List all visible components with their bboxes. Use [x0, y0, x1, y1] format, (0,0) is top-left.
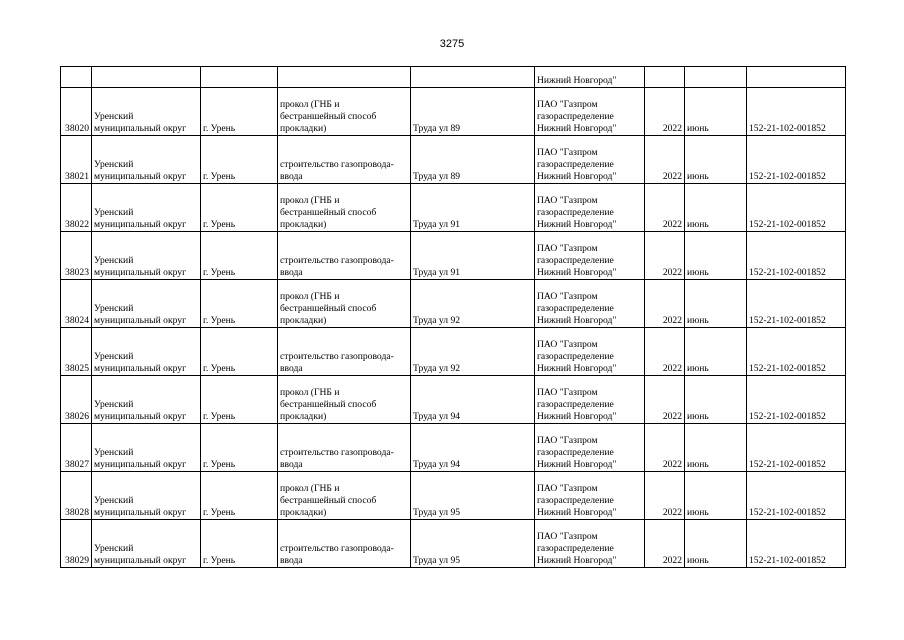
cell-org: ПАО "Газпром газораспределение Нижний Новгород": [535, 376, 645, 424]
cell-month: июнь: [685, 136, 747, 184]
cell-district: Уренский муниципальный округ: [92, 376, 201, 424]
cell-locality: г. Урень: [201, 88, 278, 136]
cell-code: 152-21-102-001852: [747, 328, 846, 376]
registry-table-body: [61, 67, 846, 568]
cell-district: Уренский муниципальный округ: [92, 88, 201, 136]
cell-num: 38020: [61, 88, 92, 136]
cell-year: 2022: [645, 136, 685, 184]
cell-work: [278, 67, 411, 88]
cell-locality: г. Урень: [201, 136, 278, 184]
cell-locality: г. Урень: [201, 424, 278, 472]
cell-org: ПАО "Газпром газораспределение Нижний Новгород": [535, 472, 645, 520]
cell-num: 38021: [61, 136, 92, 184]
table-row: [61, 328, 846, 376]
cell-month: июнь: [685, 520, 747, 568]
cell-year: 2022: [645, 280, 685, 328]
cell-month: июнь: [685, 424, 747, 472]
cell-month: июнь: [685, 376, 747, 424]
cell-locality: г. Урень: [201, 520, 278, 568]
registry-table: [60, 66, 846, 568]
cell-code: 152-21-102-001852: [747, 472, 846, 520]
cell-code: 152-21-102-001852: [747, 232, 846, 280]
cell-num: 38022: [61, 184, 92, 232]
cell-num: 38026: [61, 376, 92, 424]
cell-year: [645, 67, 685, 88]
cell-year: 2022: [645, 376, 685, 424]
cell-address: Труда ул 94: [411, 376, 535, 424]
cell-month: июнь: [685, 232, 747, 280]
cell-month: июнь: [685, 184, 747, 232]
cell-locality: г. Урень: [201, 232, 278, 280]
cell-org: ПАО "Газпром газораспределение Нижний Новгород": [535, 88, 645, 136]
cell-code: 152-21-102-001852: [747, 88, 846, 136]
cell-code: 152-21-102-001852: [747, 520, 846, 568]
cell-district: Уренский муниципальный округ: [92, 232, 201, 280]
cell-address: Труда ул 92: [411, 328, 535, 376]
cell-org: ПАО "Газпром газораспределение Нижний Новгород": [535, 184, 645, 232]
cell-org: ПАО "Газпром газораспределение Нижний Новгород": [535, 520, 645, 568]
cell-year: 2022: [645, 520, 685, 568]
cell-locality: [201, 67, 278, 88]
cell-num: 38025: [61, 328, 92, 376]
cell-num: 38023: [61, 232, 92, 280]
cell-work: прокол (ГНБ и бестраншейный способ прокладки): [278, 280, 411, 328]
cell-address: [411, 67, 535, 88]
cell-address: Труда ул 91: [411, 184, 535, 232]
cell-month: [685, 67, 747, 88]
cell-month: июнь: [685, 328, 747, 376]
cell-district: Уренский муниципальный округ: [92, 328, 201, 376]
cell-month: июнь: [685, 472, 747, 520]
cell-address: Труда ул 91: [411, 232, 535, 280]
cell-work: прокол (ГНБ и бестраншейный способ прокладки): [278, 88, 411, 136]
cell-org: ПАО "Газпром газораспределение Нижний Новгород": [535, 424, 645, 472]
cell-work: прокол (ГНБ и бестраншейный способ прокладки): [278, 472, 411, 520]
cell-district: [92, 67, 201, 88]
table-row: [61, 280, 846, 328]
cell-num: [61, 67, 92, 88]
cell-address: Труда ул 95: [411, 520, 535, 568]
cell-month: июнь: [685, 280, 747, 328]
cell-locality: г. Урень: [201, 184, 278, 232]
cell-code: 152-21-102-001852: [747, 280, 846, 328]
cell-address: Труда ул 94: [411, 424, 535, 472]
cell-work: строительство газопровода- ввода: [278, 232, 411, 280]
table-row-continued: [61, 67, 846, 88]
cell-num: 38028: [61, 472, 92, 520]
cell-year: 2022: [645, 184, 685, 232]
cell-address: Труда ул 89: [411, 136, 535, 184]
cell-district: Уренский муниципальный округ: [92, 520, 201, 568]
cell-code: [747, 67, 846, 88]
table-row: [61, 232, 846, 280]
cell-code: 152-21-102-001852: [747, 424, 846, 472]
cell-district: Уренский муниципальный округ: [92, 136, 201, 184]
table-row: [61, 472, 846, 520]
table-row: [61, 136, 846, 184]
cell-org: ПАО "Газпром газораспределение Нижний Новгород": [535, 328, 645, 376]
cell-code: 152-21-102-001852: [747, 376, 846, 424]
cell-locality: г. Урень: [201, 376, 278, 424]
cell-locality: г. Урень: [201, 328, 278, 376]
cell-org: ПАО "Газпром газораспределение Нижний Новгород": [535, 280, 645, 328]
table-row: [61, 376, 846, 424]
cell-work: строительство газопровода- ввода: [278, 424, 411, 472]
cell-org: Нижний Новгород": [535, 67, 645, 88]
cell-work: прокол (ГНБ и бестраншейный способ прокладки): [278, 184, 411, 232]
cell-district: Уренский муниципальный округ: [92, 184, 201, 232]
table-row: [61, 88, 846, 136]
cell-year: 2022: [645, 88, 685, 136]
cell-year: 2022: [645, 424, 685, 472]
cell-year: 2022: [645, 232, 685, 280]
cell-month: июнь: [685, 88, 747, 136]
cell-address: Труда ул 95: [411, 472, 535, 520]
cell-address: Труда ул 92: [411, 280, 535, 328]
cell-work: прокол (ГНБ и бестраншейный способ прокладки): [278, 376, 411, 424]
cell-locality: г. Урень: [201, 472, 278, 520]
cell-org: ПАО "Газпром газораспределение Нижний Новгород": [535, 136, 645, 184]
cell-district: Уренский муниципальный округ: [92, 280, 201, 328]
cell-district: Уренский муниципальный округ: [92, 424, 201, 472]
cell-num: 38027: [61, 424, 92, 472]
cell-num: 38029: [61, 520, 92, 568]
cell-work: строительство газопровода- ввода: [278, 520, 411, 568]
cell-num: 38024: [61, 280, 92, 328]
table-row: [61, 424, 846, 472]
cell-code: 152-21-102-001852: [747, 184, 846, 232]
cell-org: ПАО "Газпром газораспределение Нижний Новгород": [535, 232, 645, 280]
cell-work: строительство газопровода- ввода: [278, 136, 411, 184]
cell-year: 2022: [645, 472, 685, 520]
cell-code: 152-21-102-001852: [747, 136, 846, 184]
cell-work: строительство газопровода- ввода: [278, 328, 411, 376]
cell-locality: г. Урень: [201, 280, 278, 328]
page-number: 3275: [439, 38, 465, 50]
cell-address: Труда ул 89: [411, 88, 535, 136]
table-row: [61, 184, 846, 232]
cell-year: 2022: [645, 328, 685, 376]
cell-district: Уренский муниципальный округ: [92, 472, 201, 520]
table-row: [61, 520, 846, 568]
